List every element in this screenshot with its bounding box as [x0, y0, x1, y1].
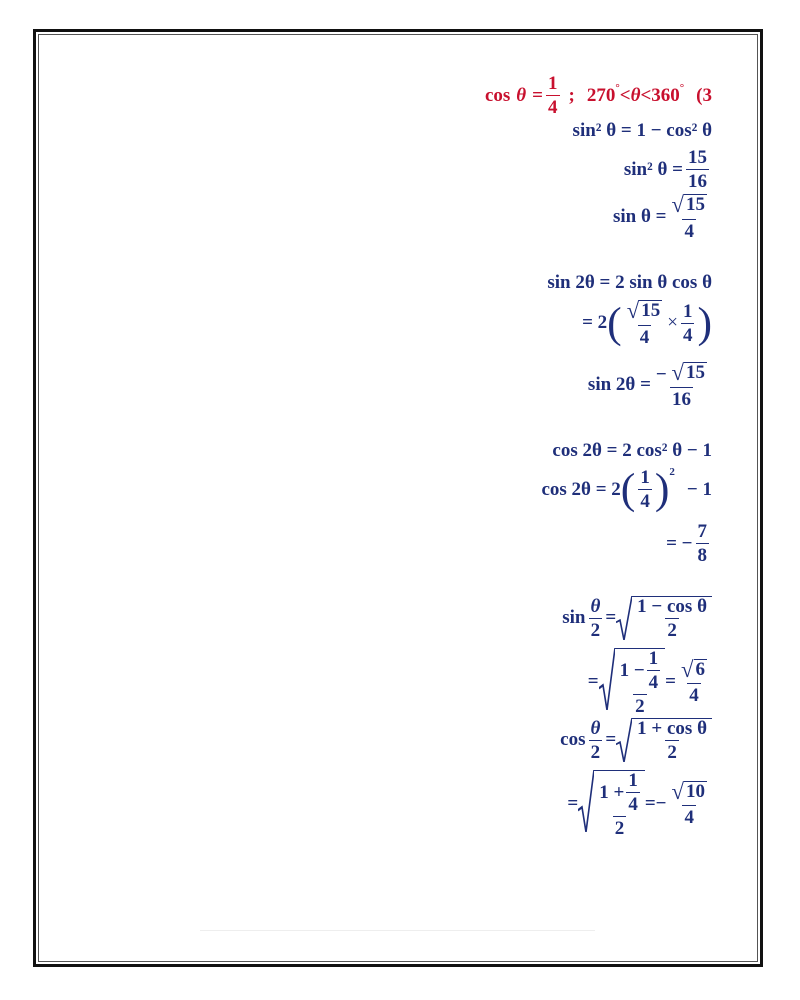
eq-cos-double-substitution: cos 2θ = 2 ( $\frac{1}{4}$ ) 2 − 1 — [541, 465, 712, 513]
cos-text: cos — [484, 84, 511, 106]
footer-strip — [200, 930, 595, 961]
square-root: $\frac{\text{1 − cos θ}}{2}$ — [616, 596, 712, 640]
lower-bound: 270 — [586, 84, 616, 106]
eq-sin-double-value: sin 2θ = − √ 15 16 — [587, 360, 705, 410]
upper-bound: 360 — [651, 84, 680, 106]
eq-sin-value: sin θ = √ 15 4 — [613, 192, 705, 242]
eq-cos-double-value: = − $\frac{7}{8}$ — [666, 521, 707, 566]
problem-number: (3 — [696, 84, 712, 106]
eq-sin-half-identity: sin $\frac{\theta}{2}$ = $\frac{\text{1 − cos θ}}{2}$ — [562, 596, 712, 640]
equals-sign: = — [532, 84, 543, 106]
square-root: 1 + $\frac{1}{4}$ 2 — [578, 770, 645, 838]
fraction-one-quarter: $\frac{1}{4}$ — [548, 73, 558, 118]
semicolon: ; — [568, 84, 575, 106]
eq-sin-squared-identity: sin² θ = 1 − cos² θ — [572, 120, 712, 141]
eq-sin-double-substitution: = 2 ( √ 15 4 × $\frac{1}{4}$ ) — [582, 298, 712, 348]
square-root: $\frac{\text{1 + cos θ}}{2}$ — [616, 718, 712, 762]
eq-sin-double-identity: sin 2θ = 2 sin θ cos θ — [547, 272, 712, 293]
eq-sin-squared-value: sin² θ = $\frac{15}{16}$ — [623, 147, 707, 192]
eq-sin-half-value: = 1 − $\frac{1}{4}$ 2 = √ 6 4 — [587, 648, 705, 717]
theta-symbol: θ — [516, 84, 527, 106]
eq-cos-half-value: = 1 + $\frac{1}{4}$ 2 = − √ 10 4 — [567, 770, 705, 839]
eq-cos-double-identity: cos 2θ = 2 cos² θ − 1 — [552, 440, 712, 461]
problem-statement: cos θ = $\frac{1}{4}$ ; 270 ° < θ < 360 ° (3 — [484, 73, 712, 118]
square-root: 1 − $\frac{1}{4}$ 2 — [599, 648, 666, 716]
eq-cos-half-identity: cos $\frac{\theta}{2}$ = $\frac{\text{1 + cos θ}}{2}$ — [560, 718, 712, 762]
